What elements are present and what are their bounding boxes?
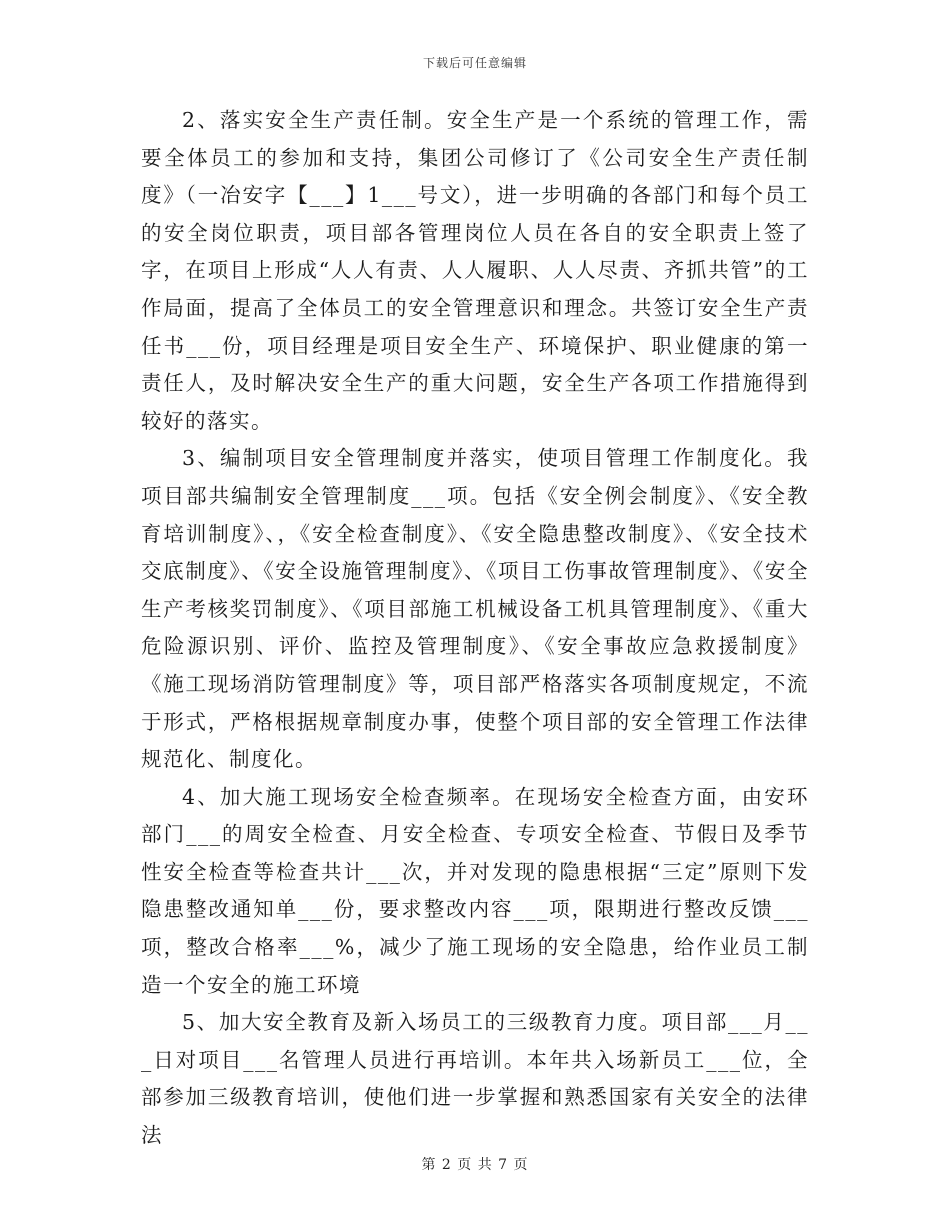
paragraph-safety-education: 5、加大安全教育及新入场员工的三级教育力度。项目部___月___日对项目___名管理人员进行再培训。本年共入场新员工___位，全部参加三级教育培训，使他们进一步掌握和熟悉国家有关安全的法律法 [141,1010,809,1148]
document-body [141,102,809,1155]
paragraph-site-inspection: 4、加大施工现场安全检查频率。在现场安全检查方面，由安环部门___的周安全检查、月安全检查、专项安全检查、节假日及季节性安全检查等检查共计___次，并对发现的隐患根据“三定”原则下发隐患整改通知单___份，要求整改内容___项，限期进行整改反馈___项，整改合格率___%，减少了施工现场的安全隐患，给作业员工制造一个安全的施工环境 [141,784,809,997]
page-number: 第 2 页 共 7 页 [421,1157,529,1173]
paragraph-management-rules: 3、编制项目安全管理制度并落实，使项目管理工作制度化。我项目部共编制安全管理制度___项。包括《安全例会制度》、《安全教育培训制度》、，《安全检查制度》、《安全隐患整改制度》、《安全技术交底制度》、《安全设施管理制度》、《项目工伤事故管理制度》、《安全生产考核奖罚制度》、《项目部施工机械设备工机具管理制度》、《重大危险源识别、评价、监控及管理制度》、《安全事故应急救援制度》《施工现场消防管理制度》等，项目部严格落实各项制度规定，不流于形式，严格根据规章制度办事，使整个项目部的安全管理工作法律规范化、制度化。 [141,446,809,772]
paragraph-responsibility-system: 2、落实安全生产责任制。安全生产是一个系统的管理工作，需要全体员工的参加和支持，集团公司修订了《公司安全生产责任制度》（一冶安字【___】1___号文），进一步明确的各部门和每个员工的安全岗位职责，项目部各管理岗位人员在各自的安全职责上签了字，在项目上形成“人人有责、人人履职、人人尽责、齐抓共管”的工作局面，提高了全体员工的安全管理意识和理念。共签订安全生产责任书___份，项目经理是项目安全生产、环境保护、职业健康的第一责任人，及时解决安全生产的重大问题，安全生产各项工作措施得到较好的落实。 [141,108,809,433]
page-header-note: 下载后可任意编辑 [422,56,527,70]
